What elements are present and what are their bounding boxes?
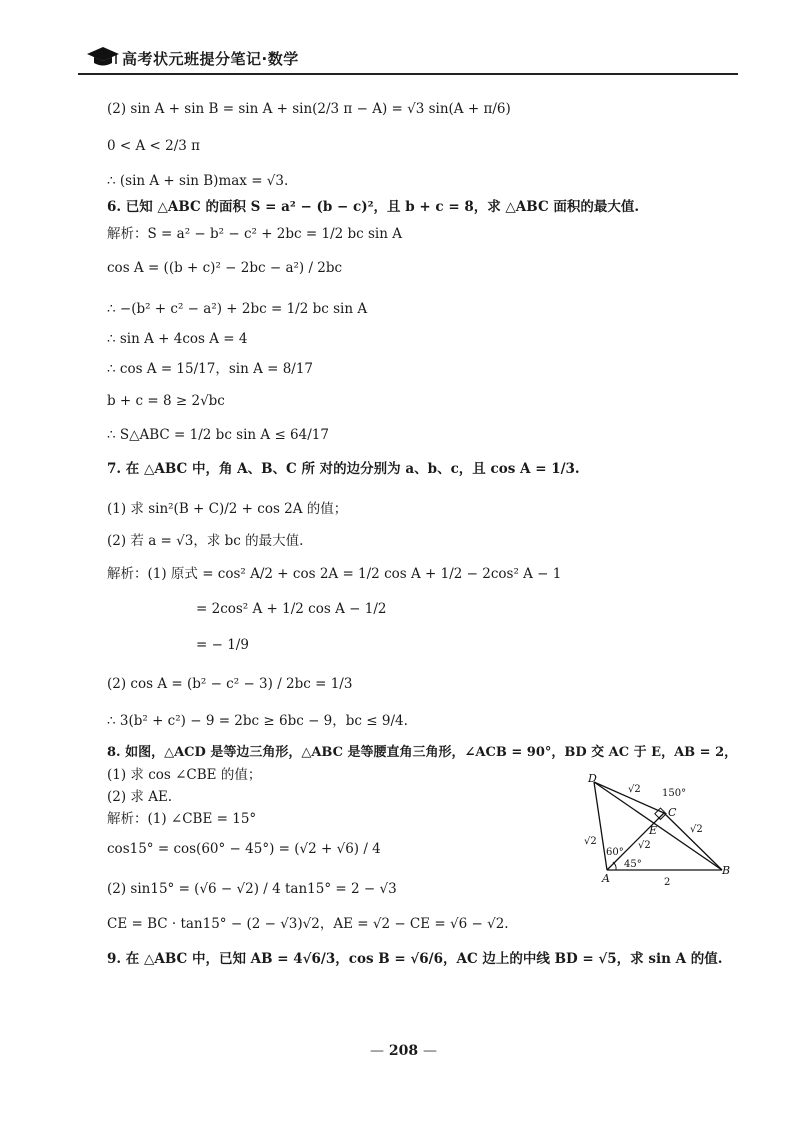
text-line: 0 < A < 2/3 π [107,138,201,154]
label-angle-45: 45° [624,859,642,870]
text-line: cos A = ((b + c)² − 2bc − a²) / 2bc [107,260,343,276]
label-ad: √2 [584,836,597,847]
text-line: ∴ S△ABC = 1/2 bc sin A ≤ 64/17 [107,427,329,443]
text-line: = − 1/9 [196,637,249,653]
text-line: 解析：S = a² − b² − c² + 2bc = 1/2 bc sin A [107,226,402,242]
label-a: A [602,872,610,885]
book-title: 高考状元班提分笔记·数学 [122,50,299,68]
text-line: = 2cos² A + 1/2 cos A − 1/2 [196,601,387,617]
problem-9: 9. 在 △ABC 中，已知 AB = 4√6/3，cos B = √6/6，AC 边上的中线 BD = √5，求 sin A 的值. [107,951,723,967]
text-line: (2) cos A = (b² − c² − 3) / 2bc = 1/3 [107,676,353,692]
page-header [78,40,738,74]
label-ec: √2 [638,840,651,851]
problem-8: 8. 如图，△ACD 是等边三角形，△ABC 是等腰直角三角形，∠ACB = 90°，BD 交 AC 于 E，AB = 2， [107,745,738,760]
text-line: (2) 求 AE. [107,789,173,805]
label-e: E [649,824,658,837]
page-dash: — [422,1043,437,1059]
segment-cb [664,813,722,870]
text-line: (2) sin A + sin B = sin A + sin(2/3 π − A) = √3 sin(A + π/6) [107,101,511,117]
label-b: B [722,864,731,877]
text-line: (2) sin15° = (√6 − √2) / 4 tan15° = 2 − √3 [107,881,397,897]
text-line: cos15° = cos(60° − 45°) = (√2 + √6) / 4 [107,841,381,857]
text-line: (1) 求 cos ∠CBE 的值； [107,767,262,783]
label-angle-60: 60° [606,847,624,858]
page-dash: — [370,1043,384,1059]
text-line: ∴ 3(b² + c²) − 9 = 2bc ≥ 6bc − 9，bc ≤ 9/4. [107,713,408,729]
label-dc: √2 [628,784,641,795]
label-cb: √2 [690,824,703,835]
graduation-cap-icon [86,46,120,68]
text-line: ∴ −(b² + c² − a²) + 2bc = 1/2 bc sin A [107,301,368,317]
problem-6: 6. 已知 △ABC 的面积 S = a² − (b − c)²，且 b + c = 8，求 △ABC 面积的最大值. [107,199,640,215]
label-angle-c: 150° [662,788,687,799]
header-rule [78,73,738,75]
page-number [370,1043,437,1059]
text-line: ∴ sin A + 4cos A = 4 [107,331,248,347]
text-line: 解析：(1) ∠CBE = 15° [107,811,257,827]
geometry-figure [572,770,732,890]
text-line: CE = BC · tan15° − (2 − √3)√2，AE = √2 − CE = √6 − √2. [107,916,509,932]
text-line: 解析：(1) 原式 = cos² A/2 + cos 2A = 1/2 cos A + 1/2 − 2cos² A − 1 [107,566,562,582]
label-d: D [588,772,597,785]
text-line: b + c = 8 ≥ 2√bc [107,393,225,409]
problem-7: 7. 在 △ABC 中，角 A、B、C 所 对的边分别为 a、b、c，且 cos A = 1/3. [107,461,580,477]
page-number-value: 208 [388,1043,419,1059]
text-line: (2) 若 a = √3，求 bc 的最大值. [107,533,304,549]
text-line: (1) 求 sin²(B + C)/2 + cos 2A 的值； [107,501,348,517]
triangle-diagram [572,770,732,890]
label-ab: 2 [664,877,671,888]
text-line: ∴ (sin A + sin B)max = √3. [107,173,289,189]
text-line: ∴ cos A = 15/17，sin A = 8/17 [107,361,314,377]
label-c: C [668,806,677,819]
